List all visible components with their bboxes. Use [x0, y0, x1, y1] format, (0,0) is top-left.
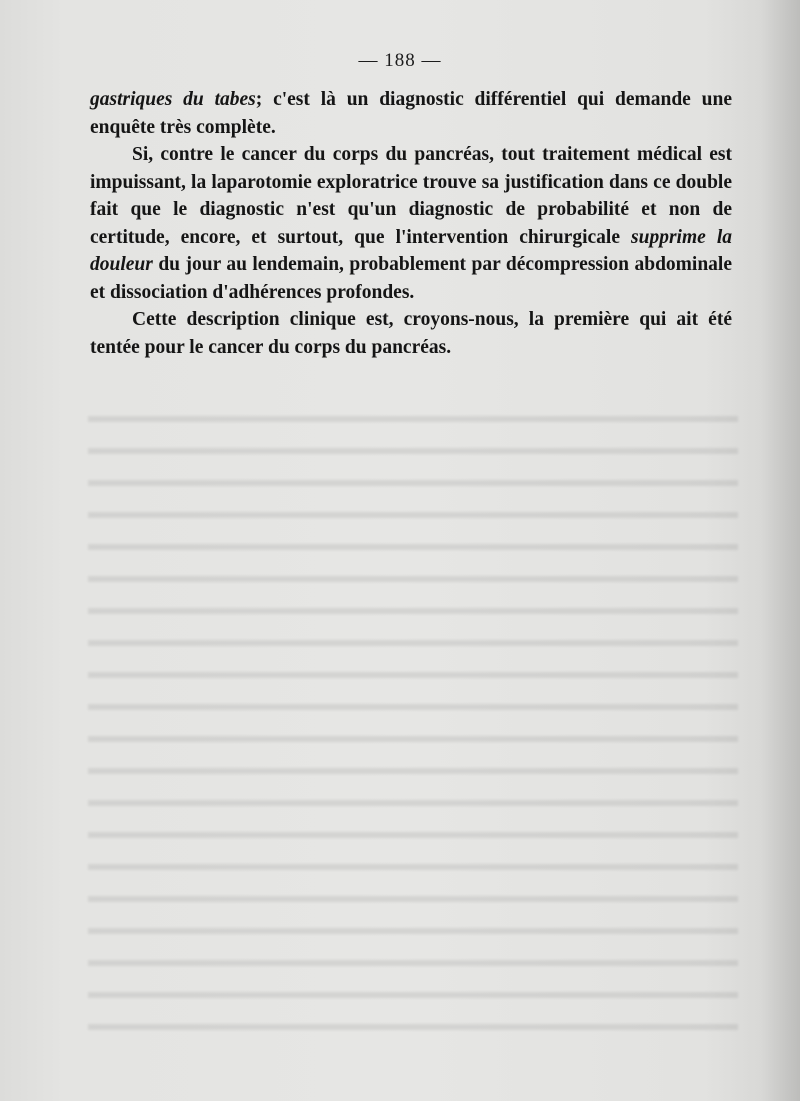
paragraph-1-italic-phrase: gastriques du tabes: [90, 89, 256, 110]
paragraph-2-italic-phrase: supprime la douleur: [90, 226, 733, 275]
body-text: [90, 86, 732, 361]
paragraph-3-text: Cette description clinique est, croyons-nous, la première qui ait été tentée pour le cancer du corps du pancréas.: [90, 309, 732, 358]
page-number: — 188 —: [358, 50, 442, 71]
paragraph-2-text-end: du jour au lendemain, probablement par décompression abdominale et dissociation d'adhérences profondes.: [90, 254, 732, 303]
page-edge-shadow: [760, 0, 800, 1101]
paragraph-1-text: ; c'est là un diagnostic différentiel qui demande une enquête très complète.: [90, 89, 732, 138]
paragraph-1: [90, 86, 732, 141]
show-through-texture: [88, 400, 738, 1040]
paragraph-3: [90, 306, 732, 361]
paragraph-2: [90, 141, 732, 306]
paragraph-2-text-start: Si, contre le cancer du corps du pancréas, tout traitement médical est impuissant, la laparotomie exploratrice trouve sa justification dans ce double fait que le diagnostic n'est qu'un diagnostic de probabilité et non de certitude, encore, et surtout, que l'intervention chirurgicale: [90, 144, 732, 248]
